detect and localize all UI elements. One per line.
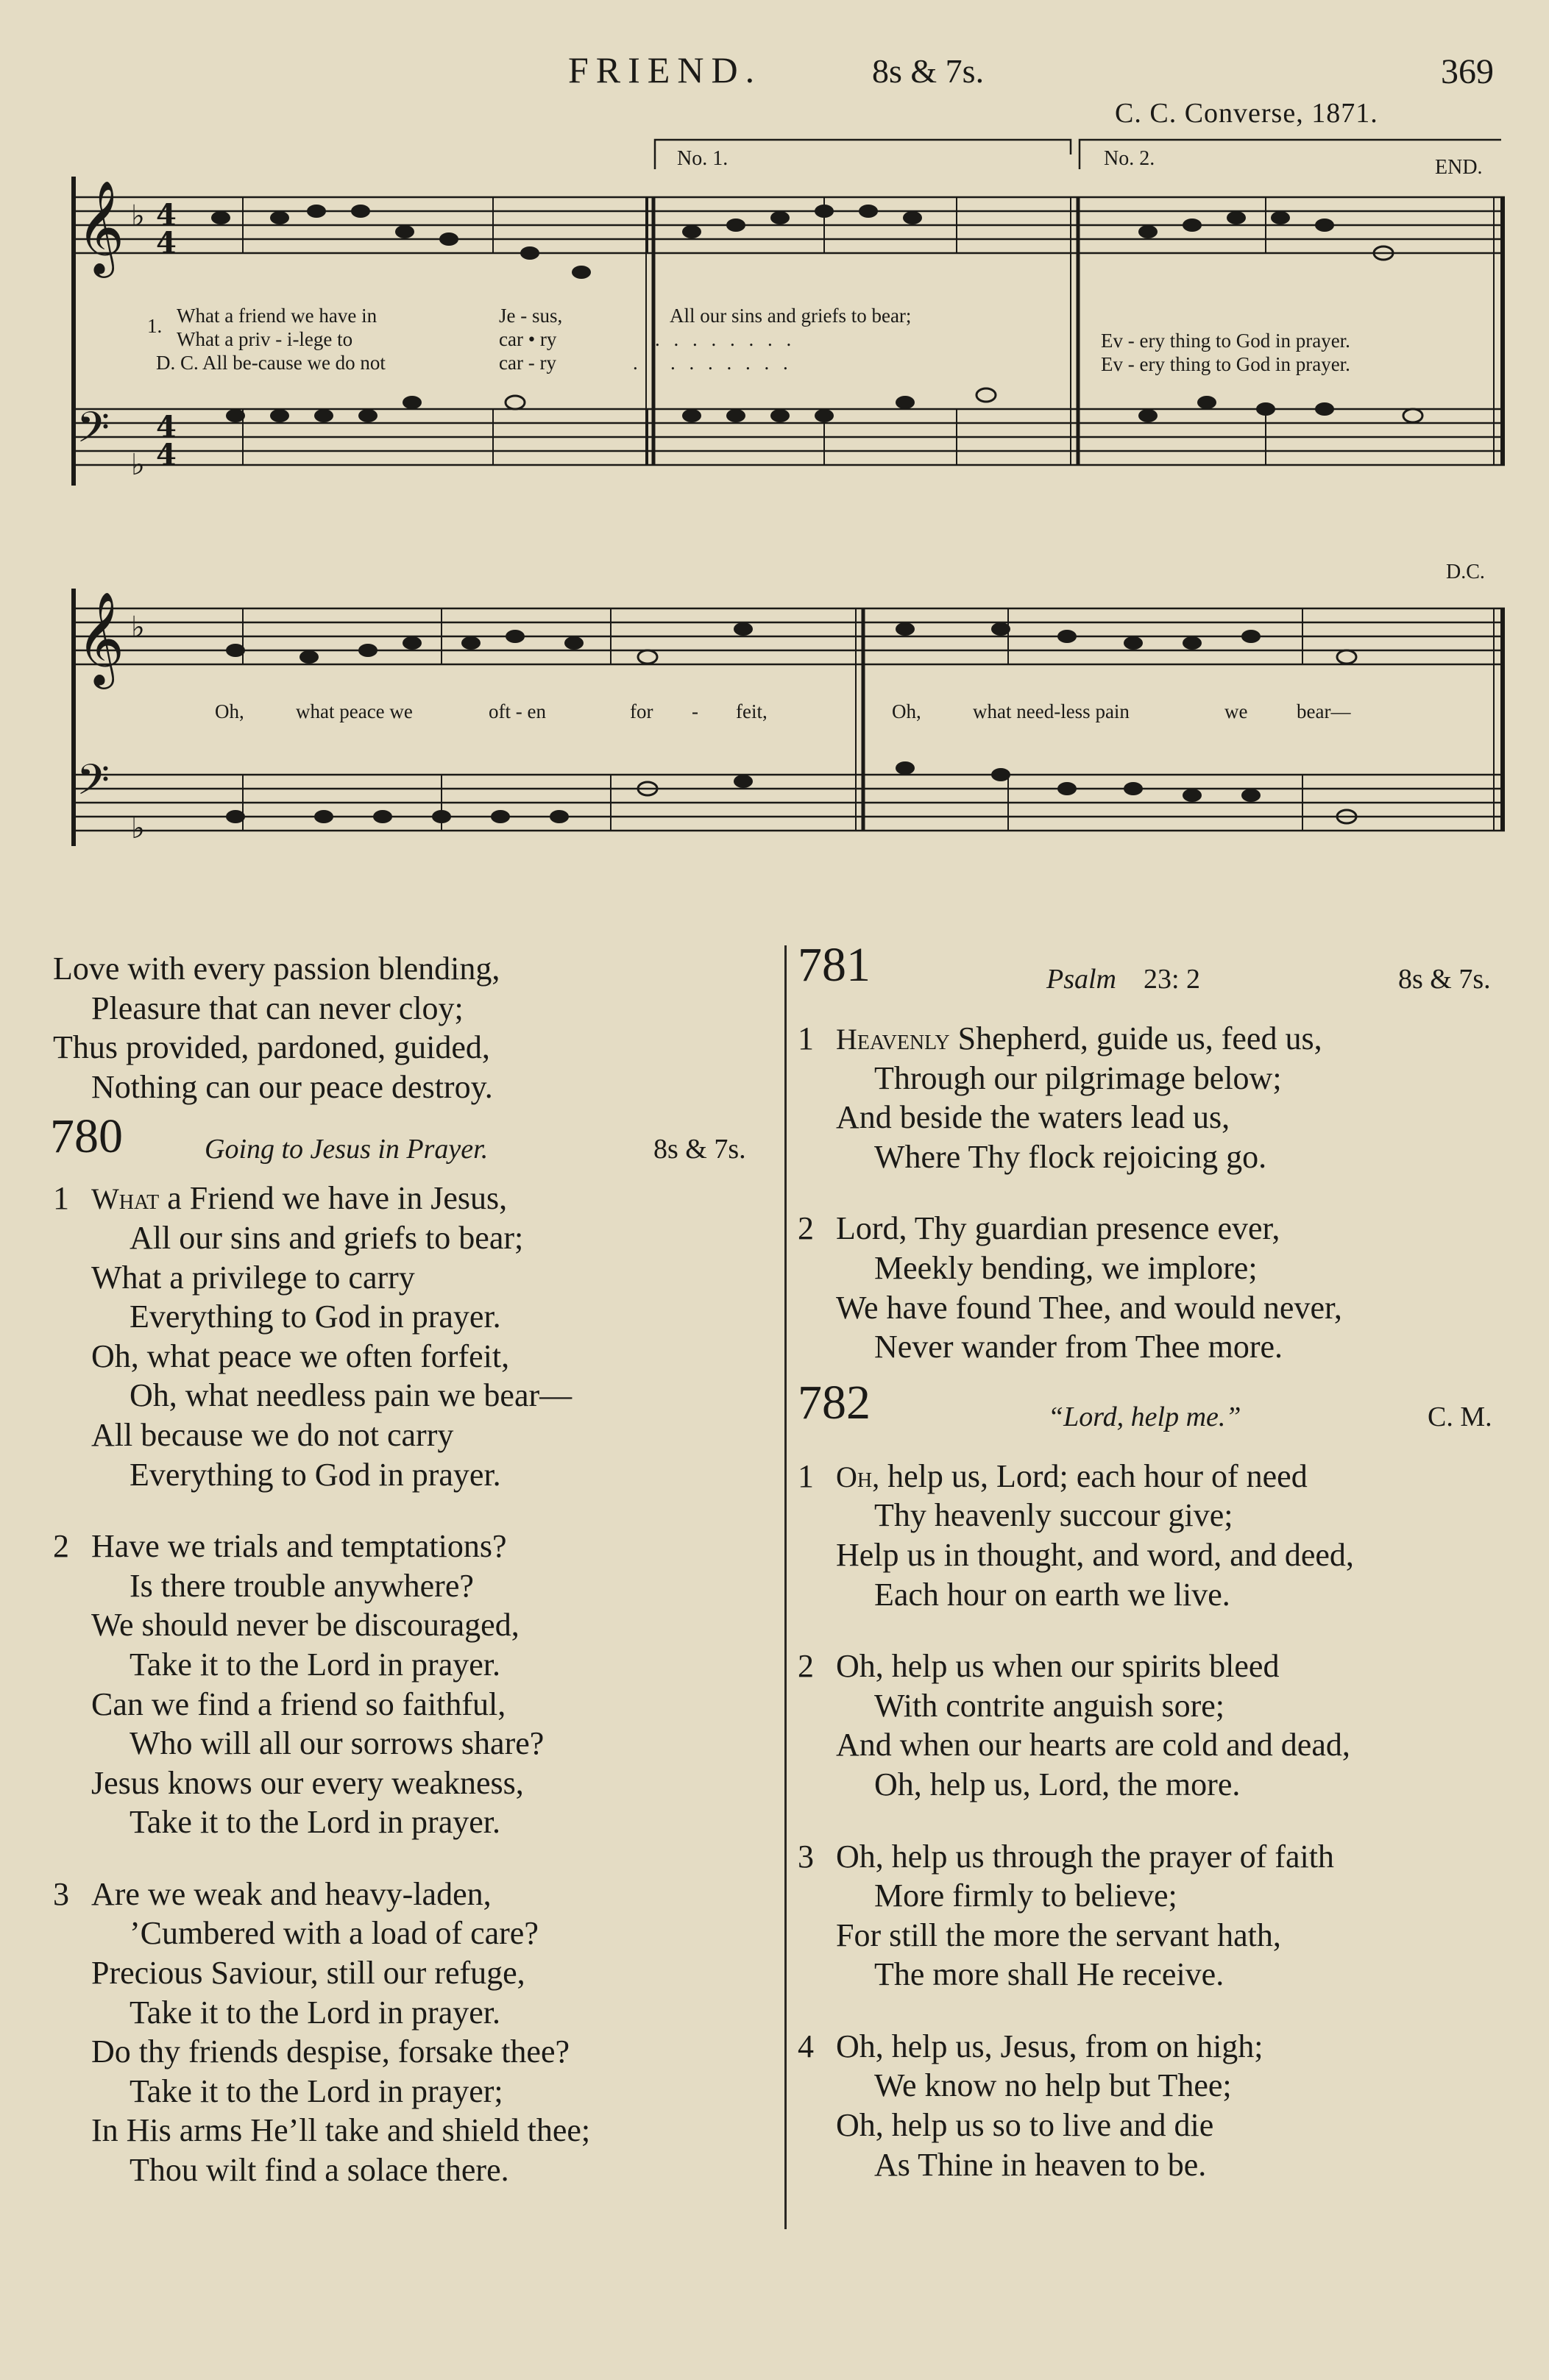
- verse-number: 3: [53, 1875, 69, 1912]
- text-line: Oh, help us, Lord, the more.: [874, 1766, 1241, 1802]
- ending-label-1: No. 1.: [677, 147, 729, 170]
- text-line: Do thy friends despise, forsake thee?: [91, 2033, 570, 2070]
- text-line: Take it to the Lord in prayer.: [130, 1646, 500, 1683]
- lyric-word: oft - en: [489, 700, 546, 722]
- text-line: Help us in thought, and word, and deed,: [836, 1536, 1354, 1573]
- dc-marker: D.C.: [1446, 561, 1485, 583]
- right-column: [798, 938, 1526, 2184]
- text-line: Pleasure that can never cloy;: [91, 990, 464, 1026]
- lyric-word: feit,: [736, 700, 768, 722]
- lead-word: What: [91, 1182, 160, 1216]
- text-line: What a privilege to carry: [91, 1259, 415, 1296]
- hymn-number: 780: [50, 1109, 123, 1164]
- text-line: We should never be discouraged,: [91, 1607, 520, 1644]
- column-divider: [784, 945, 787, 2229]
- treble-clef-icon: 𝄞: [77, 180, 125, 274]
- svg-text:𝄞: 𝄞: [77, 591, 125, 685]
- text-line: Can we find a friend so faithful,: [91, 1685, 506, 1722]
- lyric-line1: What a friend we have in: [177, 305, 377, 327]
- text-line: Jesus knows our every weakness,: [91, 1764, 524, 1801]
- text-line: Meekly bending, we implore;: [874, 1249, 1258, 1286]
- svg-text:4: 4: [156, 198, 177, 232]
- text-line: Through our pilgrimage below;: [874, 1059, 1282, 1096]
- text-line: Precious Saviour, still our refuge,: [91, 1955, 525, 1992]
- text-line: Never wander from Thee more.: [874, 1329, 1283, 1365]
- text-line: The more shall He receive.: [874, 1956, 1224, 1993]
- verse-number: 2: [798, 1210, 814, 1247]
- text-line: [798, 1019, 1526, 1059]
- text-line: Lord, Thy guardian presence ever,: [836, 1210, 1280, 1247]
- lead-word: Oh,: [836, 1460, 880, 1493]
- verse-number: 2: [53, 1528, 69, 1565]
- svg-text:4: 4: [156, 410, 177, 444]
- hymn-meter: 8s & 7s.: [653, 1134, 746, 1165]
- bass-clef-icon: 𝄢: [77, 402, 110, 463]
- text-line: Take it to the Lord in prayer.: [130, 1804, 500, 1841]
- lyric-line3: D. C. All be-cause we do not: [156, 352, 386, 374]
- text-line: All our sins and griefs to bear;: [130, 1219, 524, 1256]
- text-line: Where Thy flock rejoicing go.: [874, 1138, 1267, 1175]
- hymn-780-header: [50, 1106, 774, 1168]
- verse-number: 1: [798, 1020, 814, 1056]
- svg-text:♭: ♭: [131, 811, 145, 845]
- page-number: 369: [1441, 52, 1494, 91]
- lyric-word: for: [630, 700, 653, 722]
- text-line: Shepherd, guide us, feed us,: [957, 1020, 1322, 1056]
- svg-text:♭: ♭: [131, 448, 145, 482]
- text-line: Are we weak and heavy-laden,: [91, 1875, 492, 1912]
- svg-text:4: 4: [156, 226, 177, 260]
- text-line: Love with every passion blending,: [53, 951, 500, 987]
- staff-system2-treble: [74, 608, 1505, 664]
- music-score: [0, 0, 1549, 883]
- hymn-number: 782: [798, 1375, 871, 1429]
- lyric-line1-b: All our sins and griefs to bear;: [670, 305, 912, 327]
- text-line: Who will all our sorrows share?: [130, 1725, 545, 1762]
- text-line: Oh, help us, Jesus, from on high;: [836, 2028, 1263, 2064]
- text-line: [53, 1875, 774, 1914]
- text-line: [798, 1209, 1526, 1248]
- text-line: Oh, help us through the prayer of faith: [836, 1838, 1334, 1875]
- verse-number: 4: [798, 2028, 814, 2064]
- lyric-line3-word: car - ry: [499, 352, 556, 374]
- text-line: [53, 1527, 774, 1566]
- scripture-ref: 23: 2: [1144, 964, 1201, 995]
- left-column: [50, 949, 774, 2190]
- svg-text:4: 4: [156, 438, 177, 472]
- text-line: And beside the waters lead us,: [836, 1099, 1230, 1136]
- hymn-meter: 8s & 7s.: [1398, 964, 1491, 995]
- tune-meter: 8s & 7s.: [872, 52, 985, 90]
- staff-system2-bass: [74, 775, 1505, 831]
- lyric-word: we: [1224, 700, 1248, 722]
- text-line: Oh, help us so to live and die: [836, 2107, 1214, 2144]
- hymn-782-header: [798, 1367, 1526, 1435]
- lyric-word: bear—: [1297, 700, 1351, 722]
- staff-system1-treble: [74, 197, 1505, 253]
- text-line: [798, 2027, 1526, 2067]
- text-line: Is there trouble anywhere?: [130, 1567, 474, 1604]
- lyric-refrain-2: Ev - ery thing to God in prayer.: [1101, 353, 1350, 375]
- lyric-dots-2: . . . . . . . . .: [633, 352, 793, 374]
- text-line: Take it to the Lord in prayer.: [130, 1994, 500, 2031]
- verse-number: 3: [798, 1838, 814, 1875]
- lyric-word: what need-less pain: [973, 700, 1130, 722]
- text-line: help us, Lord; each hour of need: [887, 1457, 1308, 1494]
- verse-number: 1: [798, 1457, 814, 1494]
- lyric-word: what peace we: [296, 700, 413, 722]
- svg-text:𝄢: 𝄢: [77, 755, 110, 815]
- hymn-title: Going to Jesus in Prayer.: [205, 1134, 489, 1165]
- text-line: Have we trials and temptations?: [91, 1528, 507, 1565]
- lyric-dots: . . . . . . . .: [655, 328, 796, 350]
- text-line: Take it to the Lord in prayer;: [130, 2072, 503, 2109]
- lyric-word: -: [692, 700, 698, 722]
- text-line: We have found Thee, and would never,: [836, 1289, 1342, 1326]
- text-line: For still the more the servant hath,: [836, 1917, 1281, 1953]
- text-line: [798, 1647, 1526, 1686]
- text-line: All because we do not carry: [91, 1416, 454, 1453]
- text-line: Thou wilt find a solace there.: [130, 2152, 509, 2189]
- hymn-meter: C. M.: [1428, 1401, 1492, 1432]
- text-line: Oh, what peace we often forfeit,: [91, 1338, 510, 1374]
- text-line: [53, 1179, 774, 1218]
- hymn-number: 781: [798, 938, 871, 992]
- text-line: More firmly to believe;: [874, 1878, 1177, 1914]
- text-line: And when our hearts are cold and dead,: [836, 1727, 1350, 1763]
- text-line: With contrite anguish sore;: [874, 1687, 1225, 1724]
- verse-number: 1: [53, 1180, 69, 1217]
- hymn-title: Psalm: [1046, 964, 1116, 995]
- text-line: As Thine in heaven to be.: [874, 2146, 1207, 2183]
- lyric-word: Oh,: [215, 700, 244, 722]
- verse-number: 2: [798, 1648, 814, 1685]
- text-line: [798, 1837, 1526, 1877]
- lyric-refrain-1: Ev - ery thing to God in prayer.: [1101, 330, 1350, 352]
- text-line: We know no help but Thee;: [874, 2067, 1232, 2104]
- text-line: Everything to God in prayer.: [130, 1299, 501, 1335]
- text-line: In His arms He’ll take and shield thee;: [91, 2112, 591, 2149]
- composer-credit: C. C. Converse, 1871.: [1115, 98, 1378, 129]
- lyric-line2-word: car • ry: [499, 328, 557, 350]
- text-line: Oh, help us when our spirits bleed: [836, 1648, 1280, 1685]
- svg-text:♭: ♭: [131, 611, 145, 644]
- text-line: Each hour on earth we live.: [874, 1576, 1230, 1613]
- hymn-title: “Lord, help me.”: [1048, 1401, 1241, 1432]
- text-line: Oh, what needless pain we bear—: [130, 1377, 573, 1414]
- text-line: Nothing can our peace destroy.: [91, 1068, 493, 1105]
- svg-text:♭: ♭: [131, 199, 145, 233]
- end-marker: END.: [1435, 156, 1483, 179]
- lyric-line1-word: Je - sus,: [499, 305, 563, 327]
- text-line: Everything to God in prayer.: [130, 1456, 501, 1493]
- text-line: [798, 1457, 1526, 1496]
- text-line: ’Cumbered with a load of care?: [130, 1915, 539, 1952]
- lyric-word: Oh,: [892, 700, 921, 722]
- ending-label-2: No. 2.: [1104, 147, 1155, 170]
- verse-number: 1.: [147, 315, 163, 337]
- text-line: a Friend we have in Jesus,: [167, 1180, 508, 1217]
- lead-word: Heavenly: [836, 1023, 950, 1056]
- text-line: Thy heavenly succour give;: [874, 1497, 1233, 1534]
- text-line: Thus provided, pardoned, guided,: [53, 1029, 490, 1066]
- lyric-line2: What a priv - i-lege to: [177, 328, 353, 350]
- hymn-tune-title: FRIEND.: [568, 49, 762, 90]
- hymn-781-header: [798, 938, 1526, 1004]
